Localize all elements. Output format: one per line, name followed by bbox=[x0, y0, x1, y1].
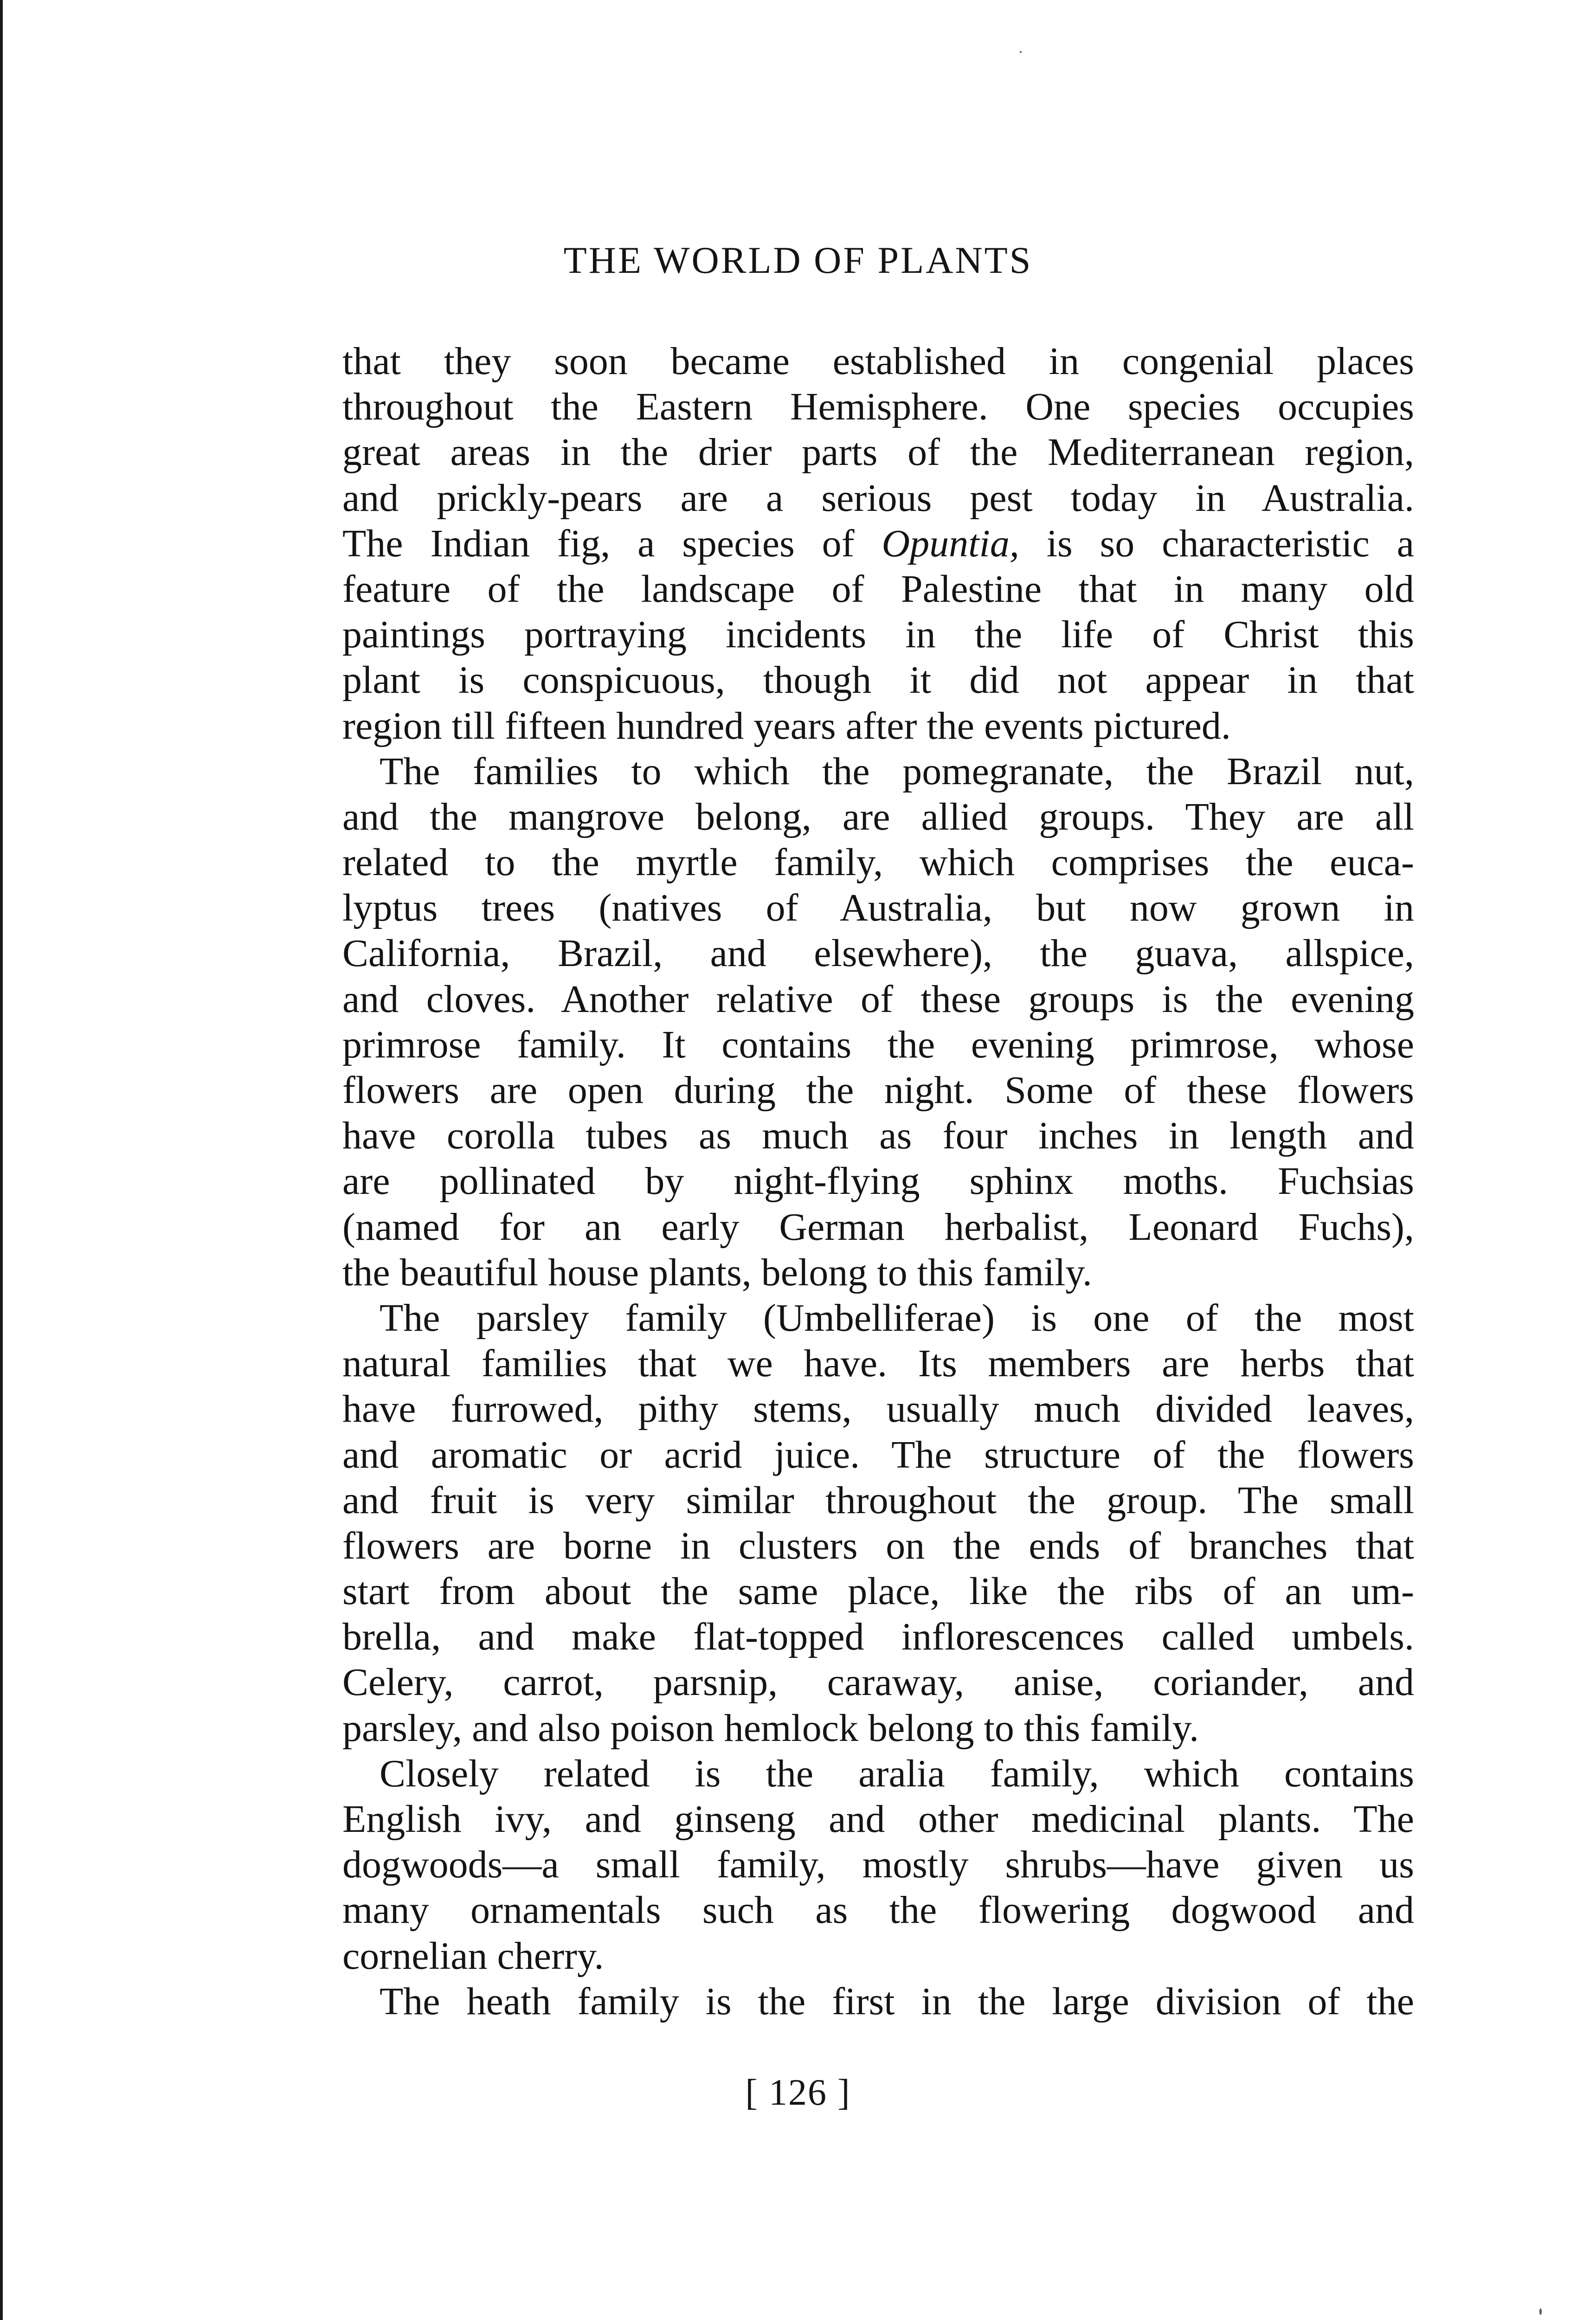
text-line: flowers are open during the night. Some of these flowers bbox=[342, 1069, 1414, 1112]
running-head: THE WORLD OF PLANTS bbox=[563, 239, 1033, 281]
text-line: Celery, carrot, parsnip, caraway, anise, coriander, and bbox=[342, 1661, 1414, 1704]
text-line: region till fifteen hundred years after the events pictured. bbox=[342, 704, 1231, 748]
text-line: start from about the same place, like the ribs of an um- bbox=[342, 1570, 1414, 1613]
text-line: have corolla tubes as much as four inches in length and bbox=[342, 1114, 1414, 1158]
text-line: The parsley family (Umbelliferae) is one of the most bbox=[380, 1296, 1414, 1340]
page-number: [ 126 ] bbox=[745, 2072, 851, 2113]
text-span: is so characteristic a bbox=[1019, 522, 1415, 565]
text-line: dogwoods—a small family, mostly shrubs—have given us bbox=[342, 1843, 1414, 1887]
text-line: (named for an early German herbalist, Leonard Fuchs), bbox=[342, 1205, 1414, 1249]
scan-speck bbox=[1020, 51, 1022, 53]
text-line: The heath family is the first in the large division of the bbox=[380, 1979, 1414, 2023]
text-line: cornelian cherry. bbox=[342, 1934, 604, 1978]
text-line: that they soon became established in congenial places bbox=[342, 340, 1414, 383]
text-line: brella, and make flat-topped inflorescences called umbels. bbox=[342, 1615, 1414, 1659]
italic-genus-name: Opuntia, bbox=[882, 522, 1019, 565]
text-line: related to the myrtle family, which comprises the euca- bbox=[342, 841, 1414, 884]
text-line: have furrowed, pithy stems, usually much divided leaves, bbox=[342, 1387, 1414, 1431]
text-line: and aromatic or acrid juice. The structure of the flowers bbox=[342, 1433, 1414, 1476]
text-line: natural families that we have. Its members are herbs that bbox=[342, 1342, 1414, 1386]
text-line: plant is conspicuous, though it did not appear in that bbox=[342, 658, 1414, 702]
text-line: throughout the Eastern Hemisphere. One species occupies bbox=[342, 385, 1414, 429]
text-line: lyptus trees (natives of Australia, but now grown in bbox=[342, 886, 1414, 930]
text-line: English ivy, and ginseng and other medicinal plants. The bbox=[342, 1798, 1414, 1841]
text-line: feature of the landscape of Palestine that in many old bbox=[342, 567, 1414, 611]
text-line: many ornamentals such as the flowering dogwood and bbox=[342, 1888, 1414, 1932]
text-line: California, Brazil, and elsewhere), the guava, allspice, bbox=[342, 932, 1414, 975]
text-line: and the mangrove belong, are allied groups. They are all bbox=[342, 795, 1414, 838]
text-line: and cloves. Another relative of these groups is the evening bbox=[342, 977, 1414, 1021]
scan-edge-left bbox=[0, 0, 3, 2320]
scan-speck bbox=[1539, 2308, 1542, 2315]
text-line: and prickly-pears are a serious pest today in Australia. bbox=[342, 476, 1414, 520]
text-line: the beautiful house plants, belong to this family. bbox=[342, 1250, 1092, 1294]
text-line: parsley, and also poison hemlock belong to this family. bbox=[342, 1706, 1199, 1750]
text-line: and fruit is very similar throughout the group. The small bbox=[342, 1478, 1414, 1522]
text-line bbox=[342, 521, 1414, 567]
text-line: paintings portraying incidents in the life of Christ this bbox=[342, 613, 1414, 657]
text-line: primrose family. It contains the evening primrose, whose bbox=[342, 1023, 1414, 1066]
text-line: flowers are borne in clusters on the ends of branches that bbox=[342, 1524, 1414, 1567]
text-span: The Indian fig, a species of bbox=[342, 522, 882, 565]
body-text bbox=[342, 339, 1414, 2024]
text-line: The families to which the pomegranate, the Brazil nut, bbox=[380, 749, 1414, 793]
text-line: great areas in the drier parts of the Mediterranean region, bbox=[342, 431, 1414, 474]
text-line: Closely related is the aralia family, which contains bbox=[380, 1752, 1414, 1795]
text-line: are pollinated by night-flying sphinx moths. Fuchsias bbox=[342, 1160, 1414, 1203]
